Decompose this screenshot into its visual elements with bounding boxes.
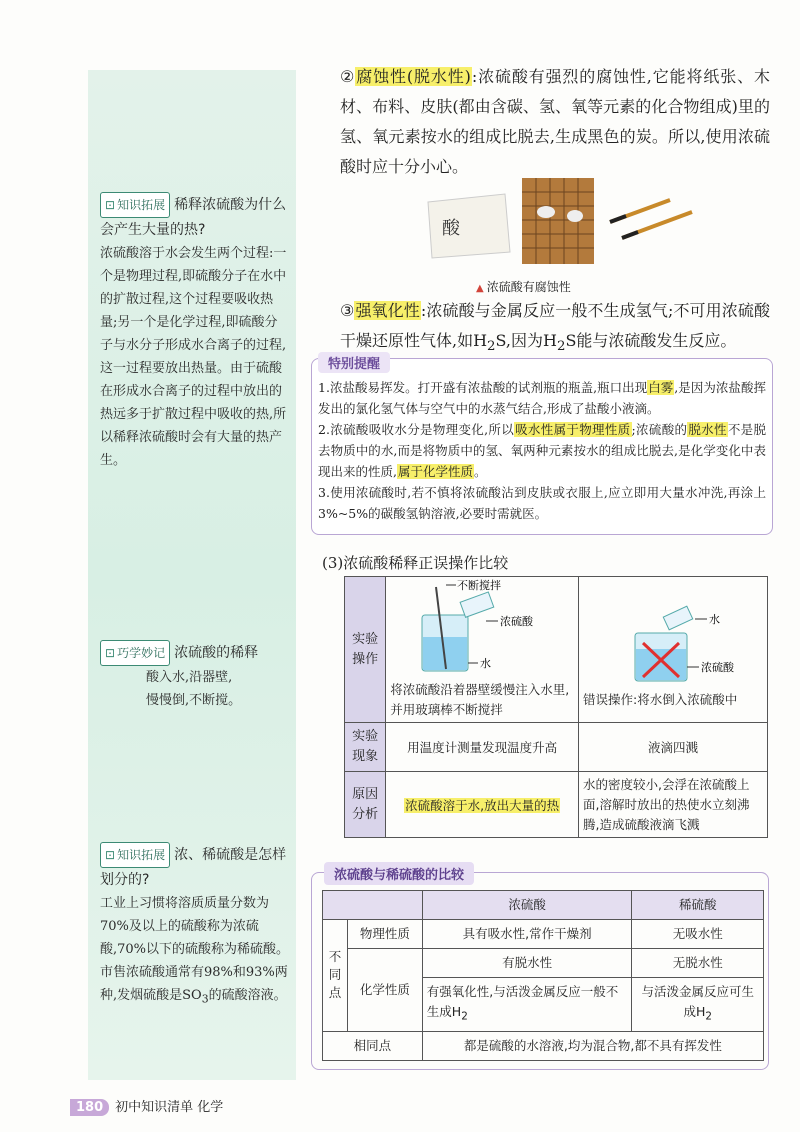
cell: 具有吸水性,常作干燥剂 [422, 920, 632, 949]
correct-dilution-figure [390, 579, 570, 677]
correct-reason: 浓硫酸溶于水,放出大量的热 [386, 772, 579, 838]
row-head-reason: 原因分析 [345, 772, 386, 838]
tag-knowledge: ⊡ 知识拓展 [100, 192, 170, 218]
corrosive-paragraph: ②腐蚀性(脱水性):浓硫酸有强烈的腐蚀性,它能将纸张、木材、布料、皮肤(都由含碳、氢、氧等元素的化合物组成)里的氢、氧元素按水的组成比脱去,生成黑色的炭。所以,使用浓硫酸时应十分小心。 [340, 67, 770, 176]
cell: 无吸水性 [632, 920, 764, 949]
photo-caption: ▲ 浓硫酸有腐蚀性 [476, 280, 571, 294]
corrosion-photo [410, 172, 700, 272]
book-title: 初中知识清单 化学 [115, 1100, 224, 1115]
reminder-item: 1.浓盐酸易挥发。打开盛有浓盐酸的试剂瓶的瓶盖,瓶口出现白雾,是因为浓盐酸挥发出的氯化氢气体与空气中的水蒸气结合,形成了盐酸小液滴。 [318, 380, 766, 416]
fig-label: 水 [480, 657, 492, 670]
mnemonic-line: 酸入水,沿器壁, [146, 670, 233, 685]
tag-icon: ⊡ [105, 848, 116, 862]
keyword-highlight: 腐蚀性(脱水性) [356, 67, 471, 86]
mnemonic-line: 慢慢倒,不断搅。 [146, 693, 242, 708]
sidebar-box-mnemonic [100, 640, 290, 712]
comparison-title: 浓硫酸与稀硫酸的比较 [324, 862, 474, 885]
row-chemical: 化学性质 [348, 949, 423, 1032]
sidebar-box-classify [100, 842, 290, 1011]
tag-knowledge: ⊡ 知识拓展 [100, 842, 170, 868]
wrong-operation-text: 错误操作:将水倒入浓硫酸中 [583, 692, 738, 707]
fig-label: 浓硫酸 [500, 615, 534, 628]
wrong-reason: 水的密度较小,会浮在浓硫酸上面,溶解时放出的热使水立刻沸腾,造成硫酸液滴飞溅 [579, 772, 768, 838]
wrong-phenomenon: 液滴四溅 [579, 723, 768, 772]
special-reminder-box [311, 358, 773, 535]
dilution-table [344, 576, 768, 838]
reminder-item: 3.使用浓硫酸时,若不慎将浓硫酸沾到皮肤或衣服上,应立即用大量水冲洗,再涂上3%~5%的碳酸氢钠溶液,必要时需就医。 [318, 485, 766, 521]
fig-label: 浓硫酸 [701, 661, 734, 674]
reminder-title: 特别提醒 [318, 352, 390, 373]
col-dilute: 稀硫酸 [632, 891, 764, 920]
photo-paper-text: 酸 [442, 218, 460, 239]
row-head-operation: 实验操作 [345, 577, 386, 723]
row-same: 相同点 [323, 1031, 423, 1060]
cell: 有脱水性 [422, 949, 632, 978]
correct-operation-cell [386, 577, 579, 723]
row-head-phenomenon: 实验现象 [345, 723, 386, 772]
section-title: (3)浓硫酸稀释正误操作比较 [322, 554, 509, 572]
comparison-table [322, 890, 764, 1061]
cell: 与活泼金属反应可生成$H_2$ [632, 978, 764, 1032]
col-concentrated: 浓硫酸 [422, 891, 632, 920]
reminder-item: 2.浓硫酸吸收水分是物理变化,所以吸水性属于物理性质;浓硫酸的脱水性不是脱去物质中的水,而是将物质中的氢、氧两种元素按水的组成比脱去,是化学变化中表现出来的性质,属于化学性质。 [318, 422, 766, 479]
sidebar-box-body: 工业上习惯将溶质质量分数为70%及以上的硫酸称为浓硫酸,70%以下的硫酸称为稀硫酸。市售浓硫酸通常有98%和93%两种,发烟硫酸是$SO_3$的硫酸溶液。 [100, 896, 290, 1006]
correct-phenomenon: 用温度计测量发现温度升高 [386, 723, 579, 772]
keyword-highlight: 强氧化性 [355, 301, 420, 320]
row-physical: 物理性质 [348, 920, 423, 949]
page-footer [70, 1096, 223, 1116]
group-differences: 不同点 [323, 920, 348, 1032]
correct-operation-text: 将浓硫酸沿着器壁缓慢注入水里,并用玻璃棒不断搅拌 [390, 682, 570, 717]
tag-icon: ⊡ [105, 646, 116, 660]
sidebar-box-title: ⊡ 知识拓展 浓、稀硫酸是怎样划分的? [100, 842, 290, 892]
fig-label: 水 [709, 613, 720, 626]
wrong-operation-cell [579, 577, 768, 723]
oxidizing-paragraph: ③强氧化性:浓硫酸与金属反应一般不生成氢气;不可用浓硫酸干燥还原性气体,如$H_2S$,因为$H_2S$能与浓硫酸发生反应。 [340, 301, 770, 355]
tag-memory: ⊡ 巧学妙记 [100, 640, 170, 666]
triangle-icon: ▲ [476, 283, 484, 294]
sidebar-box-heat [100, 192, 290, 472]
wrong-dilution-figure [583, 589, 763, 687]
fig-label: 不断搅拌 [457, 579, 502, 592]
blank-header [323, 891, 423, 920]
cell: 无脱水性 [632, 949, 764, 978]
cell: 有强氧化性,与活泼金属反应一般不生成$H_2$ [422, 978, 632, 1032]
sidebar-box-title: ⊡ 巧学妙记 浓硫酸的稀释 [100, 640, 290, 666]
sidebar-box-body: 浓硫酸溶于水会发生两个过程:一个是物理过程,即硫酸分子在水中的扩散过程,这个过程要吸收热量;另一个是化学过程,即硫酸分子与水分子形成水合离子的过程,这一过程要放出热量。由于硫酸在形成水合离子的过程中放出的热远多于扩散过程中吸收的热,所以稀释浓硫酸时会有大量的热产生。 [100, 246, 287, 468]
tag-icon: ⊡ [105, 198, 116, 212]
sidebar-box-title: ⊡ 知识拓展 稀释浓硫酸为什么会产生大量的热? [100, 192, 290, 242]
cell: 都是硫酸的水溶液,均为混合物,都不具有挥发性 [422, 1031, 763, 1060]
page-number: 180 [70, 1099, 109, 1116]
